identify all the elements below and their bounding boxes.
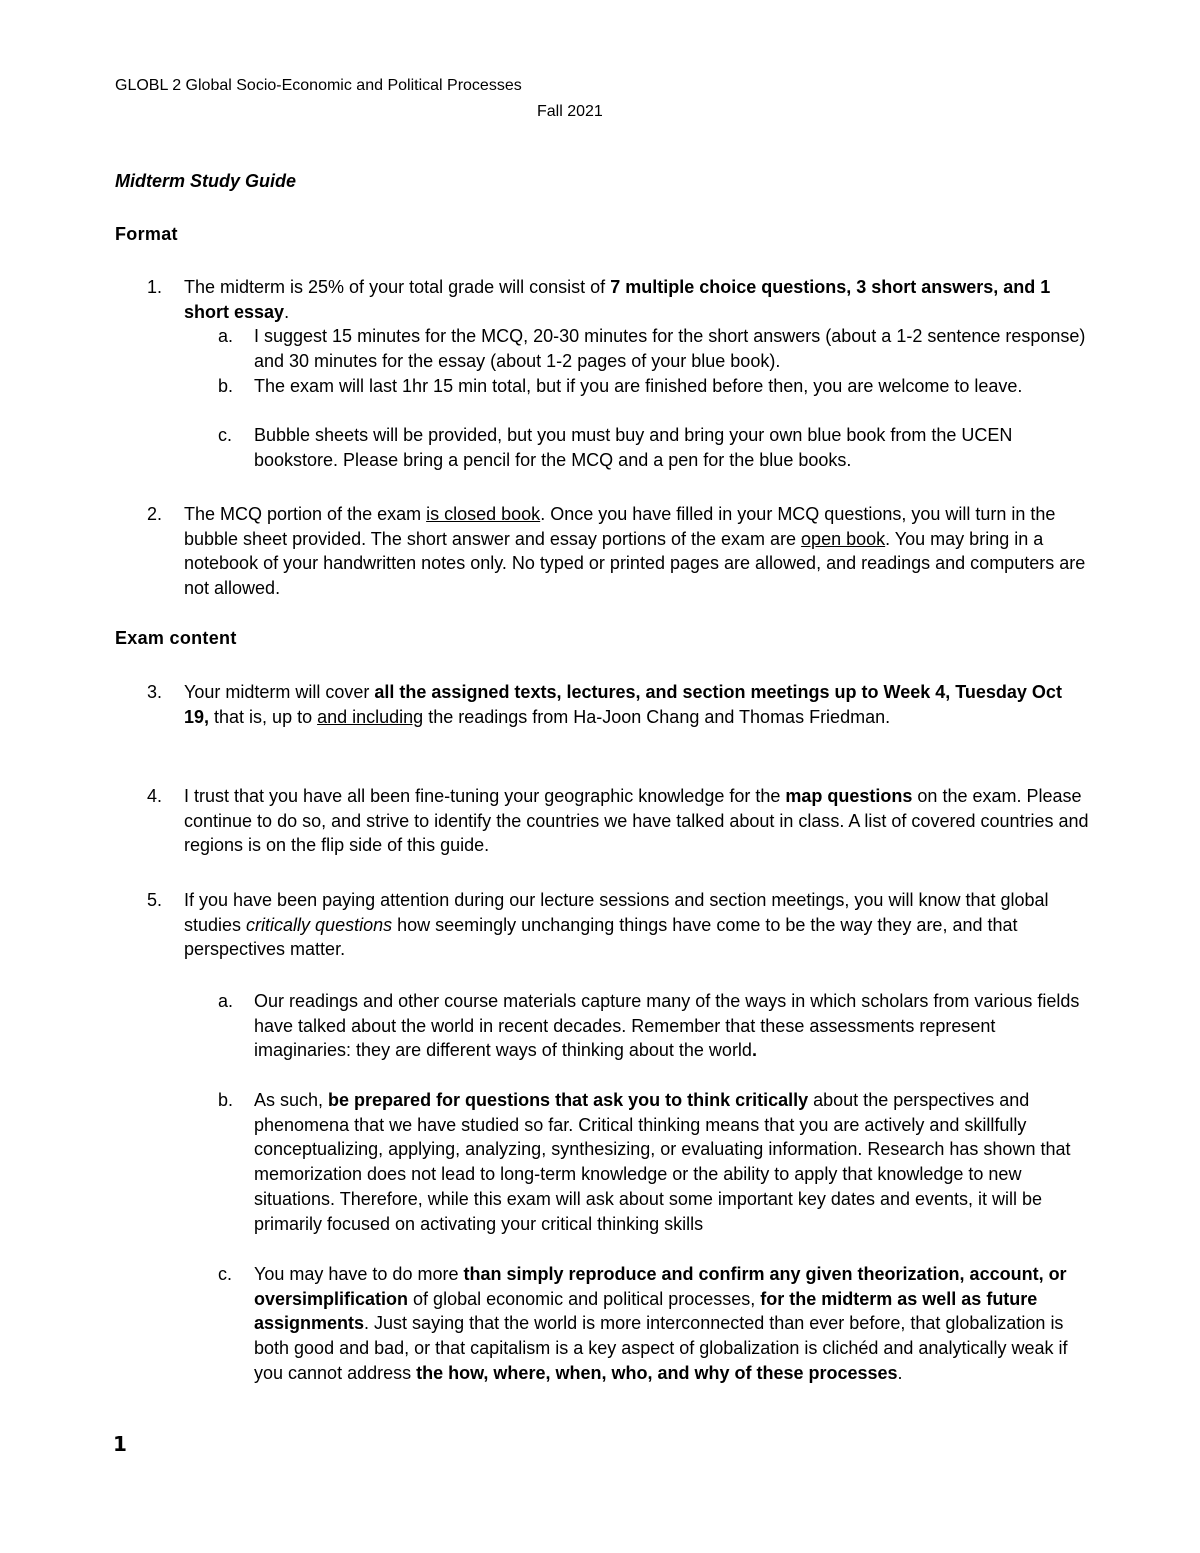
section-heading-format: Format (115, 224, 178, 244)
sub-letter: c. (218, 1264, 233, 1284)
document-title: Midterm Study Guide (115, 171, 297, 191)
list-number: 3. (147, 682, 163, 702)
sub-letter: a. (218, 326, 234, 346)
list-number: 4. (147, 786, 163, 806)
sub-item-1c: c. Bubble sheets will be provided, but you must buy and bring your own blue book from the UCEN bookstore. Please bring a pencil for the MCQ and a pen for the blue books. (218, 425, 1013, 470)
course-title: GLOBL 2 Global Socio-Economic and Political Processes (115, 77, 522, 94)
section-heading-exam-content: Exam content (115, 628, 237, 648)
list-item-2: 2. The MCQ portion of the exam is closed book. Once you have filled in your MCQ questions, you will turn in the bubble sheet provided. The short answer and essay portions of the exam are open book. You may bring in a notebook of your handwritten notes only. No typed or printed pages are allowed, and readings and computers are not allowed. (147, 504, 1086, 599)
page-number: 1 (113, 1432, 127, 1456)
sub-item-1a: a. I suggest 15 minutes for the MCQ, 20-30 minutes for the short answers (about a 1-2 sentence response) and 30 minutes for the essay (about 1-2 pages of your blue book). (218, 326, 1086, 371)
list-item-3: 3. Your midterm will cover all the assigned texts, lectures, and section meetings up to Week 4, Tuesday Oct 19, that is, up to and including the readings from Ha-Joon Chang and Thomas Friedman. (147, 682, 1062, 727)
list-number: 2. (147, 504, 163, 524)
sub-letter: b. (218, 1090, 234, 1110)
list-item-4: 4. I trust that you have all been fine-tuning your geographic knowledge for the map questions on the exam. Please continue to do so, and strive to identify the countries we have talked about in class. A list of covered countries and regions is on the flip side of this guide. (147, 786, 1089, 856)
sub-item-5b: b. As such, be prepared for questions that ask you to think critically about the perspectives and phenomena that we have studied so far. Critical thinking means that you are actively and skillfully conceptualizing, applying, analyzing, synthesizing, or evaluating information. Research has shown that memorization does not lead to long-term knowledge or the ability to apply that knowledge to new situations. Therefore, while this exam will ask about some important key dates and events, it will be primarily focused on activating your critical thinking skills (218, 1090, 1071, 1234)
term-label: Fall 2021 (537, 103, 603, 120)
sub-item-5a: a. Our readings and other course materials capture many of the ways in which scholars from various fields have talked about the world in recent decades. Remember that these assessments represent imaginaries: they are different ways of thinking about the world. (218, 991, 1080, 1061)
list-item-5: 5. If you have been paying attention during our lecture sessions and section meetings, you will know that global studies critically questions how seemingly unchanging things have come to be the way they are, and that perspectives matter. (147, 890, 1049, 960)
sub-item-1b: b. The exam will last 1hr 15 min total, but if you are finished before then, you are welcome to leave. (254, 374, 1094, 399)
sub-letter: a. (218, 991, 234, 1011)
list-number: 1. (147, 277, 163, 297)
sub-letter: b. (218, 376, 234, 396)
list-number: 5. (147, 890, 163, 910)
sub-letter: c. (218, 425, 233, 445)
list-item-1: 1. The midterm is 25% of your total grade will consist of 7 multiple choice questions, 3 short answers, and 1 short essay. (147, 277, 1051, 322)
sub-item-5c: c. You may have to do more than simply reproduce and confirm any given theorization, account, or oversimplification of global economic and political processes, for the midterm as well as future assignments. Just saying that the world is more interconnected than ever before, that globalization is both good and bad, or that capitalism is a key aspect of globalization is clichéd and analytically weak if you cannot address the how, where, when, who, and why of these processes. (218, 1264, 1068, 1383)
